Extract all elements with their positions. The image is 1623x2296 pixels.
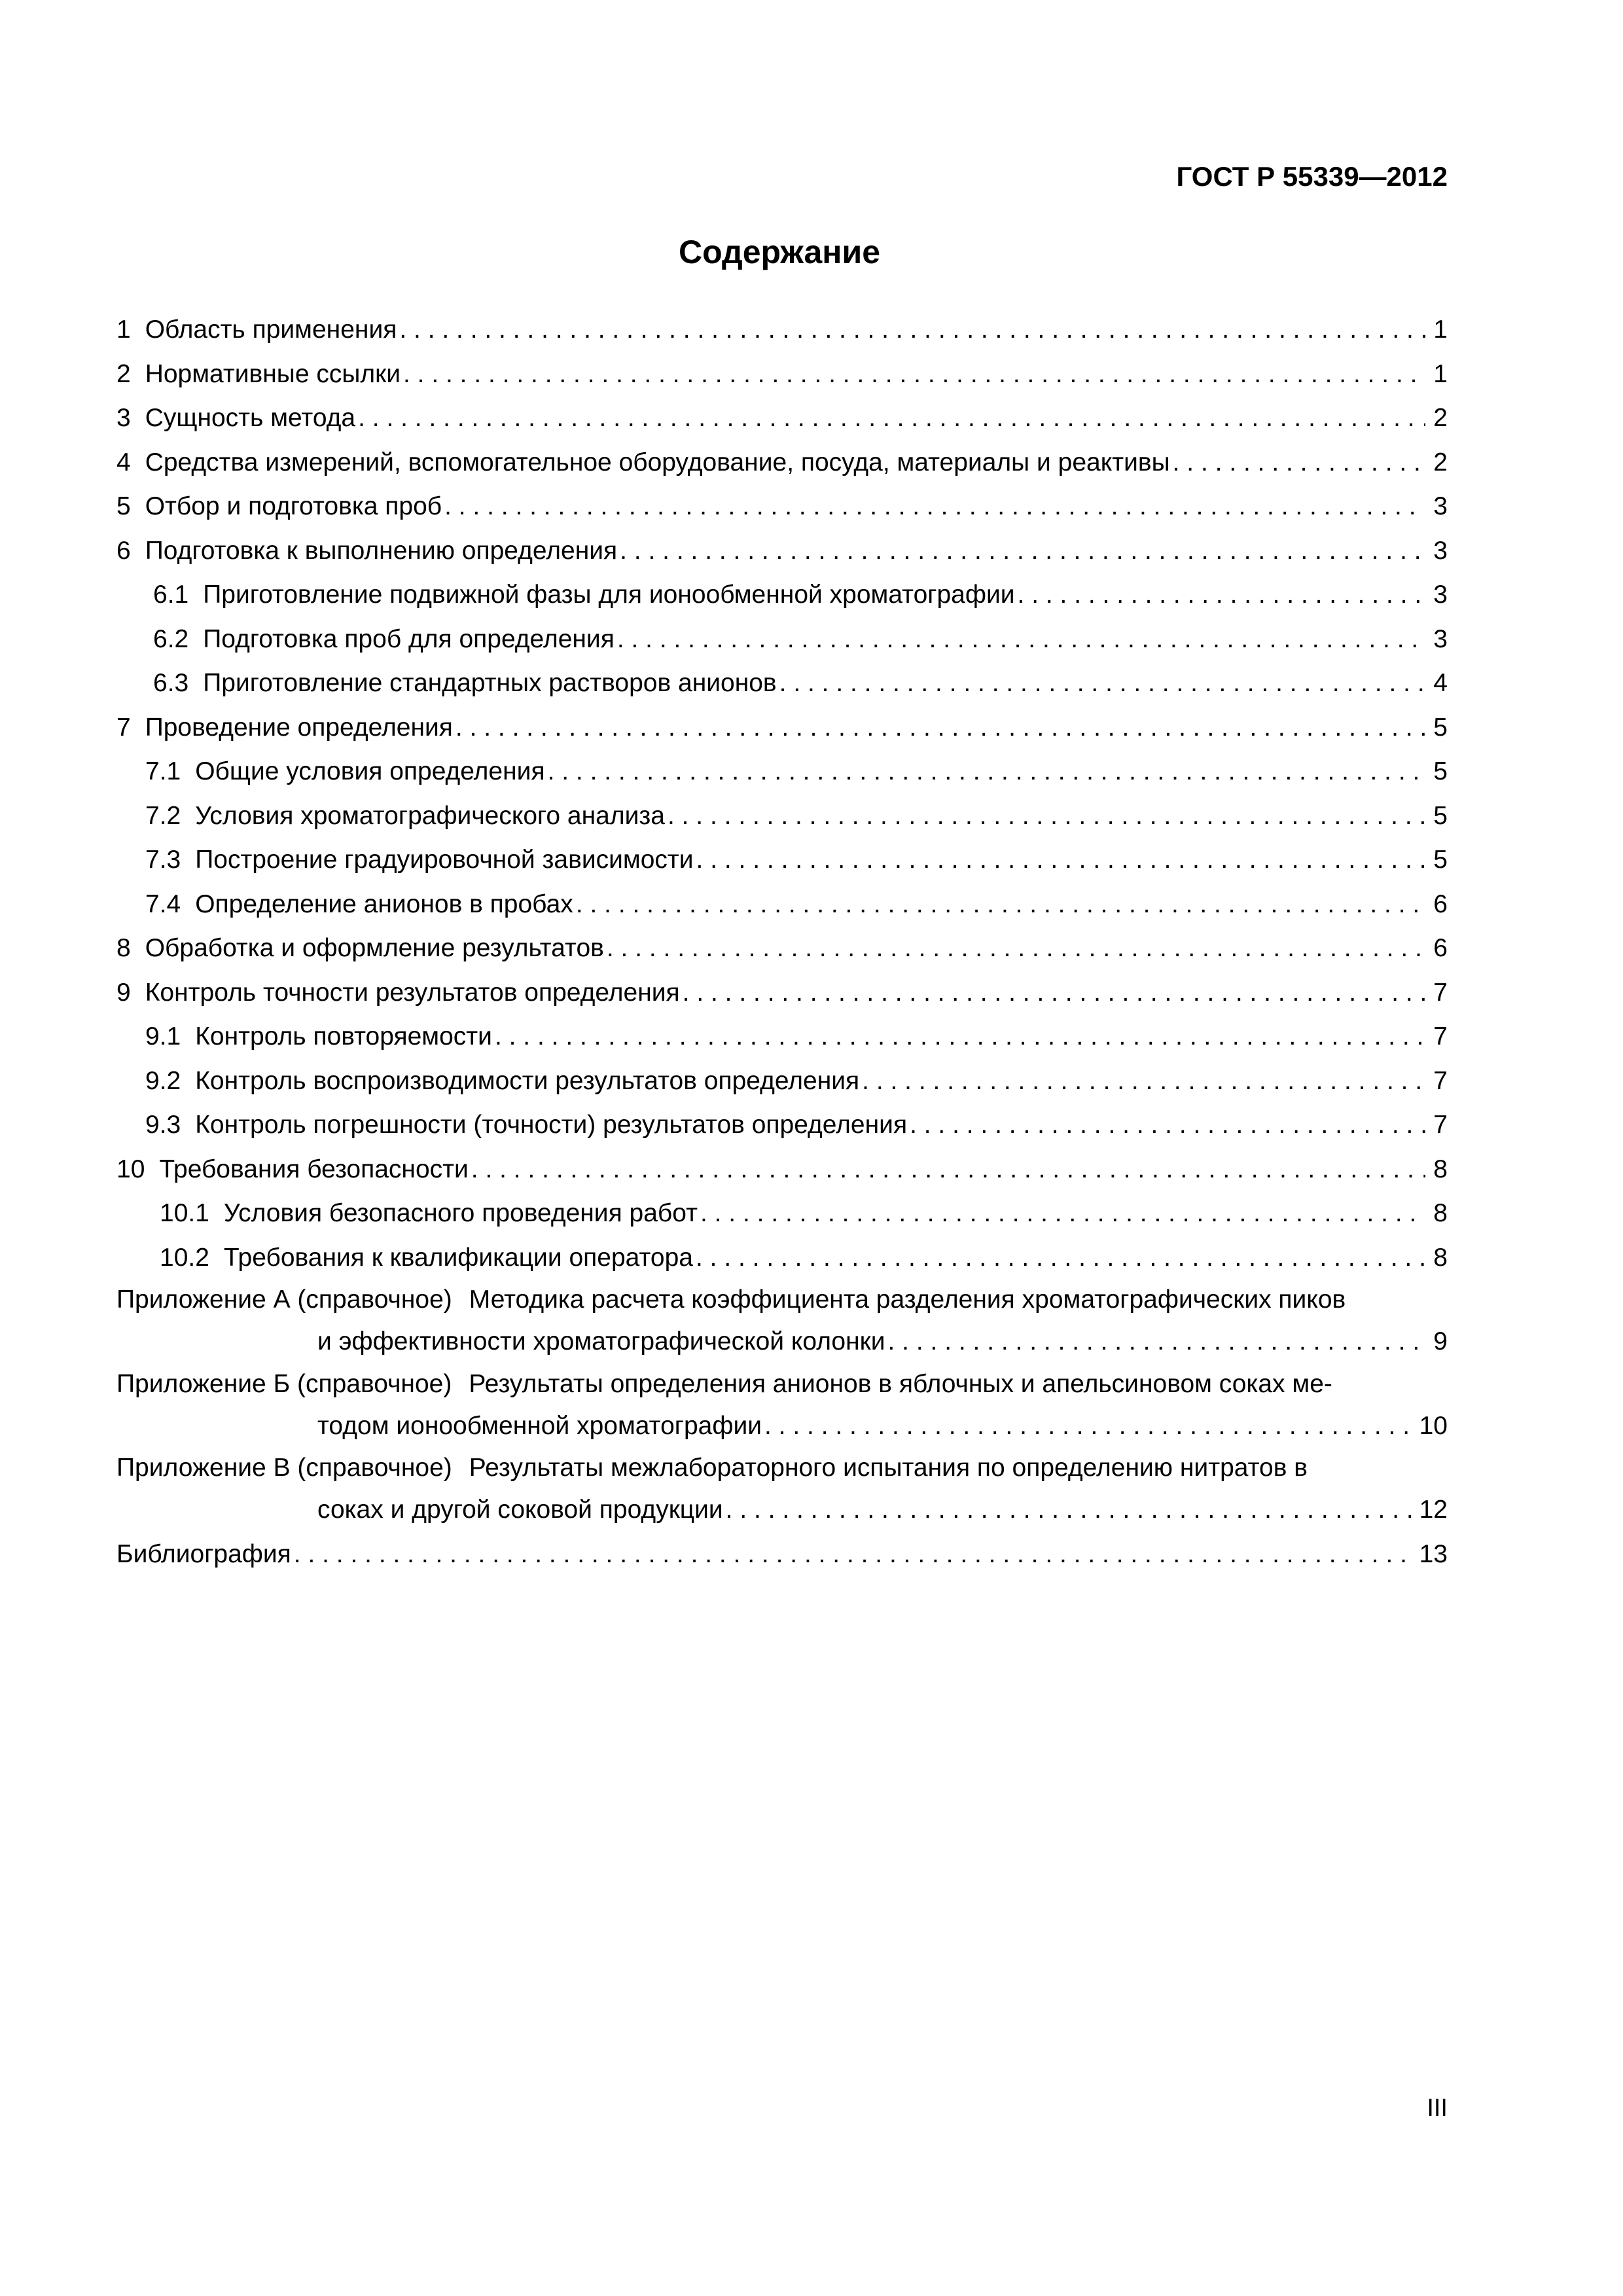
toc-entry-number: 7.3	[145, 846, 181, 874]
toc-entry-text: Средства измерений, вспомогательное оборудование, посуда, материалы и реактивы	[145, 448, 1170, 476]
page-title: Содержание	[678, 234, 881, 270]
toc-entry-text: Обработка и оформление результатов	[145, 934, 604, 962]
dot-leader	[617, 617, 1425, 662]
toc-entry-text: Приготовление стандартных растворов анионов	[203, 669, 777, 697]
toc-entry-number: 4	[116, 448, 131, 476]
dot-leader	[358, 396, 1425, 440]
toc-appendix-b[interactable]	[116, 1364, 1448, 1448]
dot-leader	[888, 1319, 1425, 1364]
toc-entry-page: 7	[1433, 1066, 1448, 1095]
toc-entry-text: Контроль погрешности (точности) результатов определения	[195, 1111, 908, 1139]
dot-leader	[576, 882, 1425, 927]
toc-entry-number: 1	[116, 315, 131, 344]
toc-entry-page: 5	[1433, 846, 1448, 874]
toc-entry-page: 9	[1433, 1327, 1448, 1355]
appendix-title-line1: Методика расчета коэффициента разделения хроматографических пиков	[469, 1285, 1346, 1314]
toc-entry-bibliography[interactable]	[116, 1532, 1448, 1577]
toc-entry-number: 10	[116, 1155, 145, 1183]
table-of-contents	[116, 308, 1448, 1576]
toc-entry-text: Условия хроматографического анализа	[195, 801, 665, 830]
dot-leader	[548, 749, 1425, 794]
toc-entry-text: Подготовка проб для определения	[203, 624, 615, 653]
dot-leader	[700, 1191, 1425, 1236]
toc-entry-page: 5	[1433, 757, 1448, 785]
toc-entry-page: 12	[1419, 1496, 1448, 1524]
toc-entry-page: 2	[1433, 448, 1448, 476]
dot-leader	[399, 308, 1425, 352]
appendix-title-line2: соках и другой соковой продукции	[317, 1496, 723, 1524]
toc-entry-7-4[interactable]	[116, 882, 1448, 927]
dot-leader	[1173, 440, 1425, 485]
appendix-title-line1: Результаты межлабораторного испытания по определению нитратов в	[469, 1454, 1308, 1482]
toc-entry-7-1[interactable]	[116, 749, 1448, 794]
toc-entry-number: 7	[116, 713, 131, 742]
toc-entry-page: 7	[1433, 978, 1448, 1007]
toc-entry-number: 7.4	[145, 889, 181, 918]
toc-entry-9-3[interactable]	[116, 1103, 1448, 1147]
toc-entry-page: 6	[1433, 934, 1448, 962]
toc-entry-text: Область применения	[145, 315, 397, 344]
toc-entry-page: 5	[1433, 713, 1448, 742]
toc-entry-5[interactable]	[116, 484, 1448, 529]
toc-appendix-a[interactable]	[116, 1280, 1448, 1364]
dot-leader	[471, 1147, 1425, 1192]
toc-entry-text: Определение анионов в пробах	[195, 889, 573, 918]
toc-appendix-v[interactable]	[116, 1448, 1448, 1532]
toc-entry-number: 7.2	[145, 801, 181, 830]
dot-leader	[294, 1532, 1413, 1577]
toc-entry-9[interactable]	[116, 971, 1448, 1015]
dot-leader	[764, 1404, 1413, 1448]
toc-entry-page: 7	[1433, 1022, 1448, 1050]
toc-entry-page: 13	[1419, 1539, 1448, 1568]
toc-entry-number: 9.1	[145, 1022, 181, 1050]
toc-entry-page: 1	[1433, 315, 1448, 344]
toc-entry-2[interactable]	[116, 352, 1448, 397]
dot-leader	[455, 706, 1425, 750]
toc-entry-9-2[interactable]	[116, 1059, 1448, 1103]
toc-entry-4[interactable]	[116, 440, 1448, 485]
toc-entry-page: 4	[1433, 669, 1448, 697]
toc-entry-number: 6	[116, 536, 131, 565]
toc-entry-1[interactable]	[116, 308, 1448, 352]
appendix-label: Приложение Б (справочное)	[116, 1369, 452, 1398]
dot-leader	[668, 794, 1425, 838]
toc-entry-page: 3	[1433, 536, 1448, 565]
toc-entry-number: 3	[116, 404, 131, 432]
toc-entry-3[interactable]	[116, 396, 1448, 440]
toc-entry-6-2[interactable]	[116, 617, 1448, 662]
toc-entry-text: Подготовка к выполнению определения	[145, 536, 618, 565]
toc-entry-text: Отбор и подготовка проб	[145, 492, 442, 520]
toc-entry-number: 9.3	[145, 1111, 181, 1139]
dot-leader	[862, 1059, 1425, 1103]
toc-entry-page: 8	[1433, 1155, 1448, 1183]
toc-entry-7[interactable]	[116, 706, 1448, 750]
toc-entry-number: 5	[116, 492, 131, 520]
dot-leader	[696, 1236, 1425, 1280]
toc-entry-number: 9.2	[145, 1066, 181, 1095]
toc-entry-number: 9	[116, 978, 131, 1007]
toc-entry-10-2[interactable]	[116, 1236, 1448, 1280]
appendix-title-line2: и эффективности хроматографической колонки	[317, 1327, 885, 1355]
dot-leader	[607, 926, 1425, 971]
toc-entry-page: 5	[1433, 801, 1448, 830]
appendix-label: Приложение А (справочное)	[116, 1285, 452, 1314]
toc-entry-9-1[interactable]	[116, 1014, 1448, 1059]
toc-entry-number: 6.2	[153, 624, 189, 653]
toc-entry-text: Приготовление подвижной фазы для ионообменной хроматографии	[203, 581, 1015, 609]
toc-entry-text: Построение градуировочной зависимости	[195, 846, 694, 874]
toc-entry-10-1[interactable]	[116, 1191, 1448, 1236]
dot-leader	[726, 1488, 1413, 1532]
toc-entry-number: 10.1	[160, 1199, 209, 1227]
toc-entry-page: 7	[1433, 1111, 1448, 1139]
toc-entry-7-3[interactable]	[116, 838, 1448, 882]
dot-leader	[683, 971, 1425, 1015]
toc-entry-6-3[interactable]	[116, 661, 1448, 706]
toc-entry-page: 3	[1433, 624, 1448, 653]
toc-entry-number: 10.2	[160, 1243, 209, 1272]
toc-entry-number: 6.3	[153, 669, 189, 697]
dot-leader	[620, 529, 1425, 573]
dot-leader	[910, 1103, 1425, 1147]
toc-entry-text: Контроль повторяемости	[195, 1022, 492, 1050]
toc-entry-text: Общие условия определения	[195, 757, 545, 785]
toc-entry-page: 8	[1433, 1199, 1448, 1227]
toc-entry-page: 2	[1433, 404, 1448, 432]
dot-leader	[444, 484, 1425, 529]
dot-leader	[779, 661, 1425, 706]
toc-entry-text: Библиография	[116, 1539, 291, 1568]
toc-entry-8[interactable]	[116, 926, 1448, 971]
toc-entry-6[interactable]	[116, 529, 1448, 573]
toc-entry-number: 2	[116, 359, 131, 388]
toc-entry-text: Условия безопасного проведения работ	[223, 1199, 698, 1227]
toc-entry-10[interactable]	[116, 1147, 1448, 1192]
toc-entry-page: 8	[1433, 1243, 1448, 1272]
dot-leader	[696, 838, 1425, 882]
toc-entry-text: Требования к квалификации оператора	[223, 1243, 693, 1272]
toc-entry-number: 8	[116, 934, 131, 962]
dot-leader	[495, 1014, 1425, 1059]
toc-entry-7-2[interactable]	[116, 794, 1448, 838]
toc-entry-6-1[interactable]	[116, 573, 1448, 617]
appendix-title-line2: тодом ионообменной хроматографии	[317, 1411, 762, 1440]
toc-entry-number: 7.1	[145, 757, 181, 785]
toc-entry-page: 10	[1419, 1411, 1448, 1440]
toc-entry-text: Сущность метода	[145, 404, 356, 432]
dot-leader	[403, 352, 1425, 397]
toc-entry-number: 6.1	[153, 581, 189, 609]
toc-entry-page: 6	[1433, 889, 1448, 918]
appendix-label: Приложение В (справочное)	[116, 1454, 452, 1482]
toc-entry-text: Требования безопасности	[159, 1155, 469, 1183]
toc-entry-text: Проведение определения	[145, 713, 453, 742]
document-code: ГОСТ Р 55339—2012	[1176, 161, 1448, 192]
toc-entry-text: Контроль точности результатов определения	[145, 978, 680, 1007]
dot-leader	[1018, 573, 1425, 617]
appendix-title-line1: Результаты определения анионов в яблочных и апельсиновом соках ме-	[469, 1369, 1332, 1398]
toc-entry-text: Нормативные ссылки	[145, 359, 401, 388]
toc-entry-page: 1	[1433, 359, 1448, 388]
page-number: III	[1427, 2094, 1448, 2122]
toc-entry-page: 3	[1433, 492, 1448, 520]
toc-entry-page: 3	[1433, 581, 1448, 609]
toc-entry-text: Контроль воспроизводимости результатов определения	[195, 1066, 860, 1095]
